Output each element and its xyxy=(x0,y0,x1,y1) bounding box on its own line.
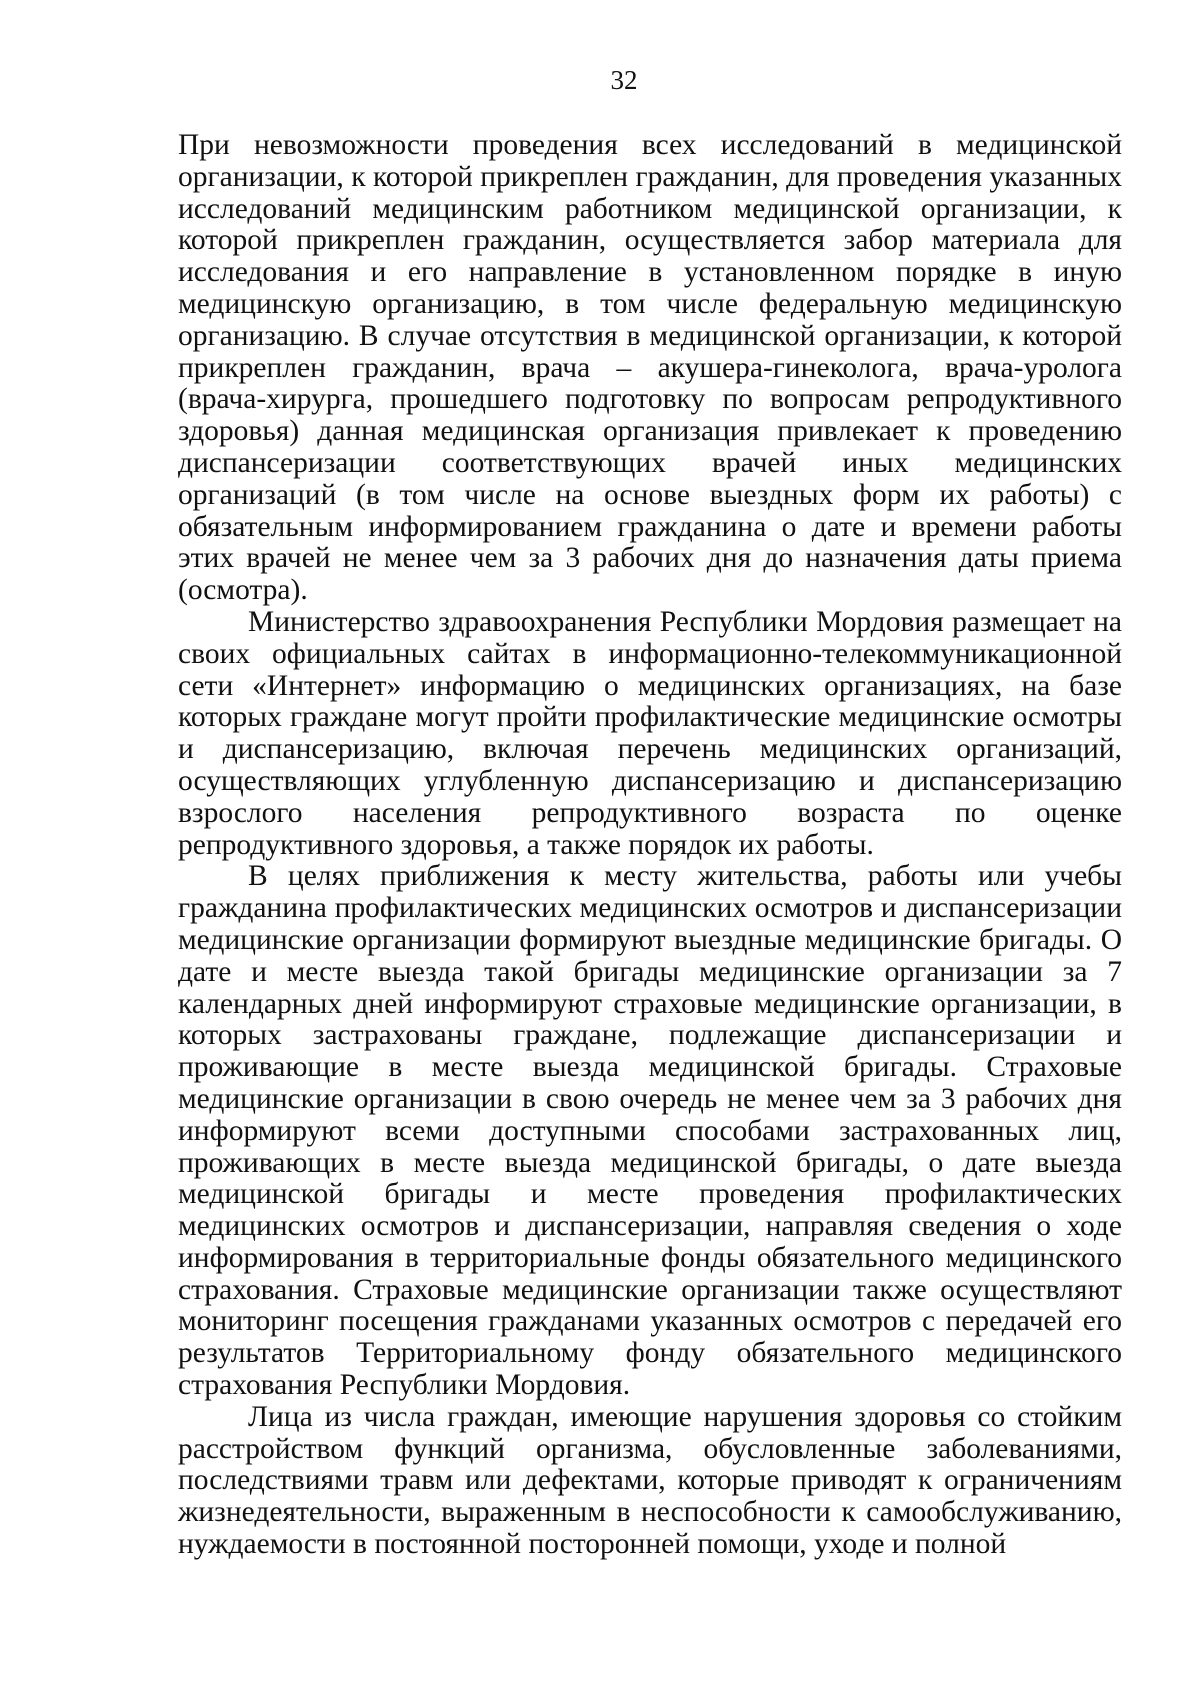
page-number: 32 xyxy=(610,65,638,95)
paragraph-2: Министерство здравоохранения Республики Мордовия размещает на своих официальных сайтах в информационно-телекоммуникационной сети «Интернет» информацию о медицинских организациях, на базе которых граждане могут пройти профилактические медицинские осмотры и диспансеризацию, включая перечень медицинских организаций, осуществляющих углубленную диспансеризацию и диспансеризацию взрослого населения репродуктивного возраста по оценке репродуктивного здоровья, а также порядок их работы. xyxy=(178,605,1122,861)
document-body xyxy=(178,130,1122,1561)
paragraph-3: В целях приближения к месту жительства, работы или учебы гражданина профилактических медицинских осмотров и диспансеризации медицинские организации формируют выездные медицинские бригады. О дате и месте выезда такой бригады медицинские организации за 7 календарных дней информируют страховые медицинские организации, в которых застрахованы граждане, подлежащие диспансеризации и проживающие в месте выезда медицинской бригады. Страховые медицинские организации в свою очередь не менее чем за 3 рабочих дня информируют всеми доступными способами застрахованных лиц, проживающих в месте выезда медицинской бригады, о дате выезда медицинской бригады и месте проведения профилактических медицинских осмотров и диспансеризации, направляя сведения о ходе информирования в территориальные фонды обязательного медицинского страхования. Страховые медицинские организации также осуществляют мониторинг посещения гражданами указанных осмотров с передачей его результатов Территориальному фонду обязательного медицинского страхования Республики Мордовия. xyxy=(178,860,1122,1402)
paragraph-1: При невозможности проведения всех исследований в медицинской организации, к которой прикреплен гражданин, для проведения указанных исследований медицинским работником медицинской организации, к которой прикреплен гражданин, осуществляется забор материала для исследования и его направление в установленном порядке в иную медицинскую организацию, в том числе федеральную медицинскую организацию. В случае отсутствия в медицинской организации, к которой прикреплен гражданин, врача – акушера-гинеколога, врача-уролога (врача-хирурга, прошедшего подготовку по вопросам репродуктивного здоровья) данная медицинская организация привлекает к проведению диспансеризации соответствующих врачей иных медицинских организаций (в том числе на основе выездных форм их работы) с обязательным информированием гражданина о дате и времени работы этих врачей не менее чем за 3 рабочих дня до назначения даты приема (осмотра). xyxy=(178,129,1122,607)
paragraph-4: Лица из числа граждан, имеющие нарушения здоровья со стойким расстройством функций организма, обусловленные заболеваниями, последствиями травм или дефектами, которые приводят к ограничениям жизнедеятельности, выраженным в неспособности к самообслуживанию, нуждаемости в постоянной посторонней помощи, уходе и полной xyxy=(178,1400,1122,1561)
